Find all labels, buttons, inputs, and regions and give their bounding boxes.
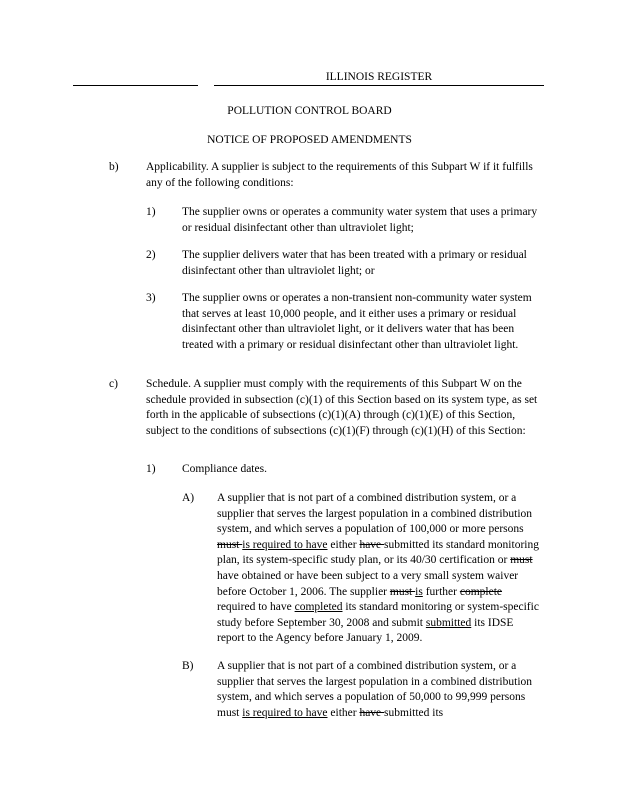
c-item-1-label: 1) xyxy=(146,463,156,475)
b-item-2-label: 2) xyxy=(146,249,156,261)
inserted-text: submitted xyxy=(425,616,472,629)
deleted-text: have xyxy=(359,538,385,551)
b-item-1-label: 1) xyxy=(146,206,156,218)
section-c-text: Schedule. A supplier must comply with the requirements of this Subpart W on the schedule provided in subsection (c)(1) of this Section based on its system type, as set forth in the applicable of subsections (c)(1)(A) through (c)(1)(E) of this Section, subject to the conditions of subsections (c)(1)(F) through (c)(1)(H) of this Section: xyxy=(146,378,538,437)
b-item-3-label: 3) xyxy=(146,292,156,304)
inserted-text: is required to have xyxy=(242,706,328,719)
inserted-text: is xyxy=(415,585,423,598)
b-item-1-text: The supplier owns or operates a community water system that uses a primary or residual disinfectant other than ultraviolet light; xyxy=(182,206,538,234)
c-1-A-text: A supplier that is not part of a combined distribution system, or a supplier that serves the largest population in a combined distribution system, and which serves a population of 100,000 or more persons must is required to have either have submitted its standard monitoring plan, its system-specific study plan, or its 40/30 certification or must have obtained or have been subject to a very small system waiver before October 1, 2006. The supplier must is further complete required to have completed its standard monitoring or system-specific study before September 30, 2008 and submit submitted its IDSE report to the Agency before January 1, 2009. xyxy=(217,492,539,645)
deleted-text: complete xyxy=(459,585,503,598)
c-1-B-label: B) xyxy=(182,660,194,672)
c-item-1-text: Compliance dates. xyxy=(182,463,267,475)
section-c-label: c) xyxy=(109,378,118,390)
inserted-text: is required to have xyxy=(242,538,328,551)
inserted-text: completed xyxy=(294,601,343,614)
register-title: ILLINOIS REGISTER xyxy=(325,71,433,83)
section-b-text: Applicability. A supplier is subject to the requirements of this Subpart W if it fulfills any of the following conditions: xyxy=(146,161,533,189)
deleted-text: must xyxy=(217,538,243,551)
b-item-3-text: The supplier owns or operates a non-transient non-community water system that serves at least 10,000 people, and it either uses a primary or residual disinfectant other than ultraviolet light, or it delivers water that has been treated with a primary or residual disinfectant other than ultraviolet light. xyxy=(182,292,532,351)
header-rule-left xyxy=(73,85,198,86)
notice-title: NOTICE OF PROPOSED AMENDMENTS xyxy=(207,134,412,146)
deleted-text: must xyxy=(389,585,416,598)
deleted-text: have xyxy=(359,706,385,719)
deleted-text: must xyxy=(510,554,533,567)
b-item-2-text: The supplier delivers water that has been treated with a primary or residual disinfectant other than ultraviolet light; or xyxy=(182,249,527,277)
board-title: POLLUTION CONTROL BOARD xyxy=(227,105,392,117)
c-1-B-text: A supplier that is not part of a combined distribution system, or a supplier that serves the largest population in a combined distribution system, and which serves a population of 50,000 to 99,999 persons must is required to have either have submitted its xyxy=(217,660,533,719)
c-1-A-label: A) xyxy=(182,492,195,504)
section-b-label: b) xyxy=(109,161,119,173)
